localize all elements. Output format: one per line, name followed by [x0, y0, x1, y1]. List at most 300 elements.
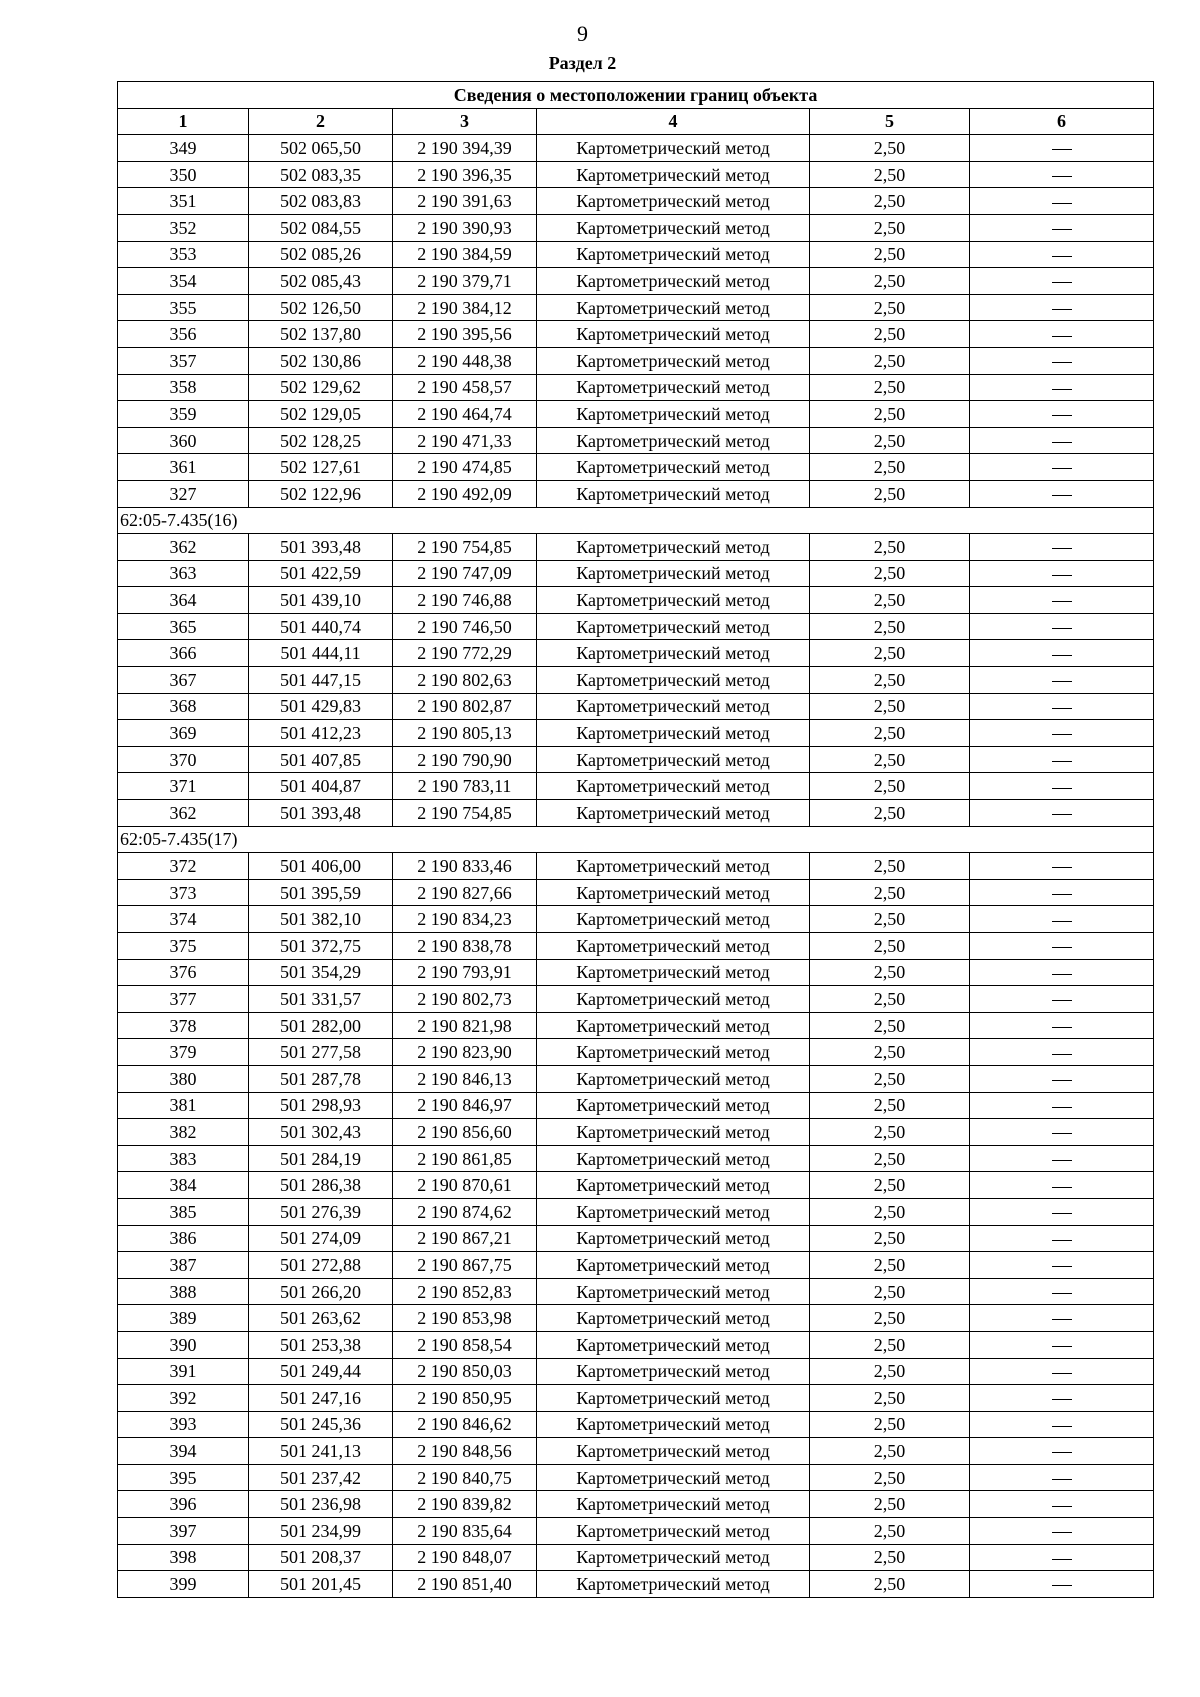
accuracy-cell: 2,50 [810, 853, 970, 880]
method-cell: Картометрический метод [537, 480, 810, 507]
point-number-cell: 388 [118, 1278, 249, 1305]
method-cell: Картометрический метод [537, 214, 810, 241]
method-cell: Картометрический метод [537, 161, 810, 188]
table-row [118, 800, 1154, 827]
y-coordinate-cell: 2 190 391,63 [393, 188, 537, 215]
table-row [118, 1012, 1154, 1039]
point-number-cell: 349 [118, 135, 249, 162]
table-row [118, 135, 1154, 162]
dash-mark [1052, 708, 1072, 709]
description-cell [970, 214, 1154, 241]
point-number-cell: 351 [118, 188, 249, 215]
dash-mark [1052, 894, 1072, 895]
y-coordinate-cell: 2 190 850,03 [393, 1358, 537, 1385]
table-row [118, 401, 1154, 428]
y-coordinate-cell: 2 190 458,57 [393, 374, 537, 401]
x-coordinate-cell: 501 201,45 [249, 1571, 393, 1598]
accuracy-cell: 2,50 [810, 746, 970, 773]
y-coordinate-cell: 2 190 802,63 [393, 667, 537, 694]
point-number-cell: 380 [118, 1065, 249, 1092]
table-row [118, 1145, 1154, 1172]
point-number-cell: 395 [118, 1464, 249, 1491]
accuracy-cell: 2,50 [810, 241, 970, 268]
point-number-cell: 393 [118, 1411, 249, 1438]
description-cell [970, 746, 1154, 773]
table-row [118, 214, 1154, 241]
dash-mark [1052, 761, 1072, 762]
table-row [118, 161, 1154, 188]
point-number-cell: 374 [118, 906, 249, 933]
table-row [118, 933, 1154, 960]
description-cell [970, 773, 1154, 800]
description-cell [970, 1012, 1154, 1039]
dash-mark [1052, 1000, 1072, 1001]
description-cell [970, 800, 1154, 827]
point-number-cell: 384 [118, 1172, 249, 1199]
y-coordinate-cell: 2 190 790,90 [393, 746, 537, 773]
x-coordinate-cell: 501 247,16 [249, 1385, 393, 1412]
dash-mark [1052, 921, 1072, 922]
y-coordinate-cell: 2 190 805,13 [393, 720, 537, 747]
table-row [118, 188, 1154, 215]
method-cell: Картометрический метод [537, 135, 810, 162]
description-cell [970, 1252, 1154, 1279]
table-row [118, 1518, 1154, 1545]
dash-mark [1052, 1266, 1072, 1267]
description-cell [970, 1278, 1154, 1305]
method-cell: Картометрический метод [537, 347, 810, 374]
description-cell [970, 1039, 1154, 1066]
description-cell [970, 1172, 1154, 1199]
description-cell [970, 294, 1154, 321]
description-cell [970, 1518, 1154, 1545]
description-cell [970, 587, 1154, 614]
dash-mark [1052, 1479, 1072, 1480]
description-cell [970, 959, 1154, 986]
x-coordinate-cell: 501 236,98 [249, 1491, 393, 1518]
table-row [118, 1411, 1154, 1438]
method-cell: Картометрический метод [537, 1544, 810, 1571]
accuracy-cell: 2,50 [810, 1438, 970, 1465]
accuracy-cell: 2,50 [810, 188, 970, 215]
x-coordinate-cell: 501 440,74 [249, 613, 393, 640]
x-coordinate-cell: 502 126,50 [249, 294, 393, 321]
group-label: 62:05-7.435(17) [118, 826, 1154, 853]
y-coordinate-cell: 2 190 464,74 [393, 401, 537, 428]
x-coordinate-cell: 501 429,83 [249, 693, 393, 720]
accuracy-cell: 2,50 [810, 1411, 970, 1438]
table-row [118, 959, 1154, 986]
method-cell: Картометрический метод [537, 1225, 810, 1252]
accuracy-cell: 2,50 [810, 773, 970, 800]
table-row [118, 746, 1154, 773]
x-coordinate-cell: 501 395,59 [249, 879, 393, 906]
x-coordinate-cell: 501 302,43 [249, 1119, 393, 1146]
y-coordinate-cell: 2 190 448,38 [393, 347, 537, 374]
y-coordinate-cell: 2 190 848,56 [393, 1438, 537, 1465]
description-cell [970, 720, 1154, 747]
point-number-cell: 360 [118, 427, 249, 454]
description-cell [970, 454, 1154, 481]
accuracy-cell: 2,50 [810, 1385, 970, 1412]
description-cell [970, 1225, 1154, 1252]
dash-mark [1052, 176, 1072, 177]
description-cell [970, 427, 1154, 454]
y-coordinate-cell: 2 190 390,93 [393, 214, 537, 241]
x-coordinate-cell: 502 130,86 [249, 347, 393, 374]
dash-mark [1052, 362, 1072, 363]
x-coordinate-cell: 501 447,15 [249, 667, 393, 694]
point-number-cell: 368 [118, 693, 249, 720]
method-cell: Картометрический метод [537, 906, 810, 933]
accuracy-cell: 2,50 [810, 321, 970, 348]
method-cell: Картометрический метод [537, 1464, 810, 1491]
accuracy-cell: 2,50 [810, 640, 970, 667]
table-row [118, 1358, 1154, 1385]
table-caption: Сведения о местоположении границ объекта [118, 82, 1154, 109]
point-number-cell: 389 [118, 1305, 249, 1332]
description-cell [970, 1571, 1154, 1598]
method-cell: Картометрический метод [537, 1491, 810, 1518]
method-cell: Картометрический метод [537, 986, 810, 1013]
point-number-cell: 375 [118, 933, 249, 960]
method-cell: Картометрический метод [537, 454, 810, 481]
method-cell: Картометрический метод [537, 241, 810, 268]
dash-mark [1052, 1027, 1072, 1028]
accuracy-cell: 2,50 [810, 1331, 970, 1358]
point-number-cell: 362 [118, 534, 249, 561]
point-number-cell: 376 [118, 959, 249, 986]
accuracy-cell: 2,50 [810, 693, 970, 720]
dash-mark [1052, 867, 1072, 868]
method-cell: Картометрический метод [537, 1438, 810, 1465]
point-number-cell: 369 [118, 720, 249, 747]
x-coordinate-cell: 501 253,38 [249, 1331, 393, 1358]
dash-mark [1052, 575, 1072, 576]
method-cell: Картометрический метод [537, 1331, 810, 1358]
point-number-cell: 378 [118, 1012, 249, 1039]
x-coordinate-cell: 501 439,10 [249, 587, 393, 614]
table-row [118, 1544, 1154, 1571]
x-coordinate-cell: 502 129,05 [249, 401, 393, 428]
description-cell [970, 1385, 1154, 1412]
point-number-cell: 327 [118, 480, 249, 507]
y-coordinate-cell: 2 190 851,40 [393, 1571, 537, 1598]
y-coordinate-cell: 2 190 846,97 [393, 1092, 537, 1119]
point-number-cell: 357 [118, 347, 249, 374]
dash-mark [1052, 1133, 1072, 1134]
x-coordinate-cell: 501 298,93 [249, 1092, 393, 1119]
description-cell [970, 560, 1154, 587]
x-coordinate-cell: 502 129,62 [249, 374, 393, 401]
table-row [118, 347, 1154, 374]
dash-mark [1052, 1559, 1072, 1560]
x-coordinate-cell: 501 407,85 [249, 746, 393, 773]
dash-mark [1052, 229, 1072, 230]
accuracy-cell: 2,50 [810, 933, 970, 960]
table-row [118, 374, 1154, 401]
accuracy-cell: 2,50 [810, 800, 970, 827]
dash-mark [1052, 734, 1072, 735]
table-row [118, 294, 1154, 321]
x-coordinate-cell: 501 277,58 [249, 1039, 393, 1066]
description-cell [970, 241, 1154, 268]
dash-mark [1052, 548, 1072, 549]
dash-mark [1052, 1187, 1072, 1188]
accuracy-cell: 2,50 [810, 294, 970, 321]
accuracy-cell: 2,50 [810, 1198, 970, 1225]
y-coordinate-cell: 2 190 867,21 [393, 1225, 537, 1252]
description-cell [970, 1491, 1154, 1518]
table-row [118, 480, 1154, 507]
method-cell: Картометрический метод [537, 587, 810, 614]
table-row [118, 1464, 1154, 1491]
x-coordinate-cell: 501 276,39 [249, 1198, 393, 1225]
dash-mark [1052, 309, 1072, 310]
y-coordinate-cell: 2 190 783,11 [393, 773, 537, 800]
point-number-cell: 353 [118, 241, 249, 268]
accuracy-cell: 2,50 [810, 454, 970, 481]
method-cell: Картометрический метод [537, 933, 810, 960]
method-cell: Картометрический метод [537, 640, 810, 667]
accuracy-cell: 2,50 [810, 1012, 970, 1039]
method-cell: Картометрический метод [537, 693, 810, 720]
y-coordinate-cell: 2 190 861,85 [393, 1145, 537, 1172]
description-cell [970, 135, 1154, 162]
point-number-cell: 350 [118, 161, 249, 188]
table-row [118, 613, 1154, 640]
column-header-4: 4 [537, 108, 810, 135]
method-cell: Картометрический метод [537, 1145, 810, 1172]
x-coordinate-cell: 501 263,62 [249, 1305, 393, 1332]
point-number-cell: 391 [118, 1358, 249, 1385]
x-coordinate-cell: 502 084,55 [249, 214, 393, 241]
method-cell: Картометрический метод [537, 879, 810, 906]
y-coordinate-cell: 2 190 772,29 [393, 640, 537, 667]
dash-mark [1052, 947, 1072, 948]
table-row [118, 693, 1154, 720]
table-row [118, 1225, 1154, 1252]
method-cell: Картометрический метод [537, 1518, 810, 1545]
method-cell: Картометрический метод [537, 1252, 810, 1279]
point-number-cell: 396 [118, 1491, 249, 1518]
accuracy-cell: 2,50 [810, 1172, 970, 1199]
point-number-cell: 355 [118, 294, 249, 321]
x-coordinate-cell: 501 282,00 [249, 1012, 393, 1039]
dash-mark [1052, 788, 1072, 789]
point-number-cell: 354 [118, 268, 249, 295]
point-number-cell: 398 [118, 1544, 249, 1571]
y-coordinate-cell: 2 190 833,46 [393, 853, 537, 880]
accuracy-cell: 2,50 [810, 613, 970, 640]
y-coordinate-cell: 2 190 867,75 [393, 1252, 537, 1279]
description-cell [970, 374, 1154, 401]
x-coordinate-cell: 502 083,35 [249, 161, 393, 188]
y-coordinate-cell: 2 190 802,87 [393, 693, 537, 720]
accuracy-cell: 2,50 [810, 214, 970, 241]
table-row [118, 1172, 1154, 1199]
point-number-cell: 390 [118, 1331, 249, 1358]
description-cell [970, 1331, 1154, 1358]
accuracy-cell: 2,50 [810, 720, 970, 747]
point-number-cell: 373 [118, 879, 249, 906]
accuracy-cell: 2,50 [810, 1518, 970, 1545]
description-cell [970, 986, 1154, 1013]
dash-mark [1052, 495, 1072, 496]
x-coordinate-cell: 501 354,29 [249, 959, 393, 986]
accuracy-cell: 2,50 [810, 906, 970, 933]
point-number-cell: 399 [118, 1571, 249, 1598]
y-coordinate-cell: 2 190 746,50 [393, 613, 537, 640]
accuracy-cell: 2,50 [810, 1039, 970, 1066]
accuracy-cell: 2,50 [810, 161, 970, 188]
y-coordinate-cell: 2 190 394,39 [393, 135, 537, 162]
table-row [118, 1039, 1154, 1066]
dash-mark [1052, 1107, 1072, 1108]
dash-mark [1052, 1293, 1072, 1294]
method-cell: Картометрический метод [537, 613, 810, 640]
x-coordinate-cell: 501 406,00 [249, 853, 393, 880]
description-cell [970, 347, 1154, 374]
y-coordinate-cell: 2 190 850,95 [393, 1385, 537, 1412]
table-row [118, 534, 1154, 561]
dash-mark [1052, 1373, 1072, 1374]
table-row [118, 853, 1154, 880]
method-cell: Картометрический метод [537, 401, 810, 428]
point-number-cell: 394 [118, 1438, 249, 1465]
x-coordinate-cell: 501 422,59 [249, 560, 393, 587]
x-coordinate-cell: 501 284,19 [249, 1145, 393, 1172]
accuracy-cell: 2,50 [810, 667, 970, 694]
table-row [118, 1278, 1154, 1305]
description-cell [970, 268, 1154, 295]
accuracy-cell: 2,50 [810, 1571, 970, 1598]
table-row [118, 321, 1154, 348]
y-coordinate-cell: 2 190 492,09 [393, 480, 537, 507]
accuracy-cell: 2,50 [810, 986, 970, 1013]
accuracy-cell: 2,50 [810, 560, 970, 587]
dash-mark [1052, 468, 1072, 469]
dash-mark [1052, 1160, 1072, 1161]
column-number-row [118, 108, 1154, 135]
description-cell [970, 1065, 1154, 1092]
point-number-cell: 363 [118, 560, 249, 587]
dash-mark [1052, 974, 1072, 975]
method-cell: Картометрический метод [537, 667, 810, 694]
accuracy-cell: 2,50 [810, 1305, 970, 1332]
y-coordinate-cell: 2 190 835,64 [393, 1518, 537, 1545]
point-number-cell: 359 [118, 401, 249, 428]
group-row [118, 826, 1154, 853]
point-number-cell: 366 [118, 640, 249, 667]
description-cell [970, 1305, 1154, 1332]
point-number-cell: 382 [118, 1119, 249, 1146]
point-number-cell: 372 [118, 853, 249, 880]
accuracy-cell: 2,50 [810, 1278, 970, 1305]
method-cell: Картометрический метод [537, 1172, 810, 1199]
x-coordinate-cell: 501 286,38 [249, 1172, 393, 1199]
method-cell: Картометрический метод [537, 1039, 810, 1066]
method-cell: Картометрический метод [537, 959, 810, 986]
point-number-cell: 386 [118, 1225, 249, 1252]
method-cell: Картометрический метод [537, 560, 810, 587]
method-cell: Картометрический метод [537, 720, 810, 747]
dash-mark [1052, 1452, 1072, 1453]
y-coordinate-cell: 2 190 474,85 [393, 454, 537, 481]
x-coordinate-cell: 501 237,42 [249, 1464, 393, 1491]
x-coordinate-cell: 501 208,37 [249, 1544, 393, 1571]
description-cell [970, 321, 1154, 348]
description-cell [970, 1544, 1154, 1571]
description-cell [970, 1198, 1154, 1225]
dash-mark [1052, 1585, 1072, 1586]
x-coordinate-cell: 502 065,50 [249, 135, 393, 162]
column-header-5: 5 [810, 108, 970, 135]
description-cell [970, 906, 1154, 933]
accuracy-cell: 2,50 [810, 879, 970, 906]
page-number: 9 [577, 21, 588, 46]
dash-mark [1052, 1426, 1072, 1427]
accuracy-cell: 2,50 [810, 1145, 970, 1172]
dash-mark [1052, 1506, 1072, 1507]
accuracy-cell: 2,50 [810, 268, 970, 295]
table-row [118, 1305, 1154, 1332]
table-caption-row [118, 82, 1154, 109]
dash-mark [1052, 1532, 1072, 1533]
dash-mark [1052, 442, 1072, 443]
accuracy-cell: 2,50 [810, 1092, 970, 1119]
description-cell [970, 640, 1154, 667]
dash-mark [1052, 336, 1072, 337]
x-coordinate-cell: 501 266,20 [249, 1278, 393, 1305]
point-number-cell: 379 [118, 1039, 249, 1066]
table-row [118, 640, 1154, 667]
y-coordinate-cell: 2 190 827,66 [393, 879, 537, 906]
method-cell: Картометрический метод [537, 1305, 810, 1332]
table-row [118, 1438, 1154, 1465]
y-coordinate-cell: 2 190 471,33 [393, 427, 537, 454]
method-cell: Картометрический метод [537, 427, 810, 454]
y-coordinate-cell: 2 190 395,56 [393, 321, 537, 348]
dash-mark [1052, 814, 1072, 815]
x-coordinate-cell: 501 272,88 [249, 1252, 393, 1279]
column-header-1: 1 [118, 108, 249, 135]
method-cell: Картометрический метод [537, 800, 810, 827]
accuracy-cell: 2,50 [810, 135, 970, 162]
x-coordinate-cell: 501 249,44 [249, 1358, 393, 1385]
dash-mark [1052, 389, 1072, 390]
description-cell [970, 161, 1154, 188]
y-coordinate-cell: 2 190 379,71 [393, 268, 537, 295]
y-coordinate-cell: 2 190 747,09 [393, 560, 537, 587]
accuracy-cell: 2,50 [810, 427, 970, 454]
x-coordinate-cell: 502 085,43 [249, 268, 393, 295]
accuracy-cell: 2,50 [810, 347, 970, 374]
accuracy-cell: 2,50 [810, 374, 970, 401]
accuracy-cell: 2,50 [810, 959, 970, 986]
x-coordinate-cell: 501 412,23 [249, 720, 393, 747]
table-body [118, 135, 1154, 1598]
description-cell [970, 188, 1154, 215]
accuracy-cell: 2,50 [810, 1358, 970, 1385]
y-coordinate-cell: 2 190 838,78 [393, 933, 537, 960]
description-cell [970, 401, 1154, 428]
y-coordinate-cell: 2 190 853,98 [393, 1305, 537, 1332]
x-coordinate-cell: 501 274,09 [249, 1225, 393, 1252]
table-row [118, 1119, 1154, 1146]
point-number-cell: 361 [118, 454, 249, 481]
table-row [118, 1092, 1154, 1119]
